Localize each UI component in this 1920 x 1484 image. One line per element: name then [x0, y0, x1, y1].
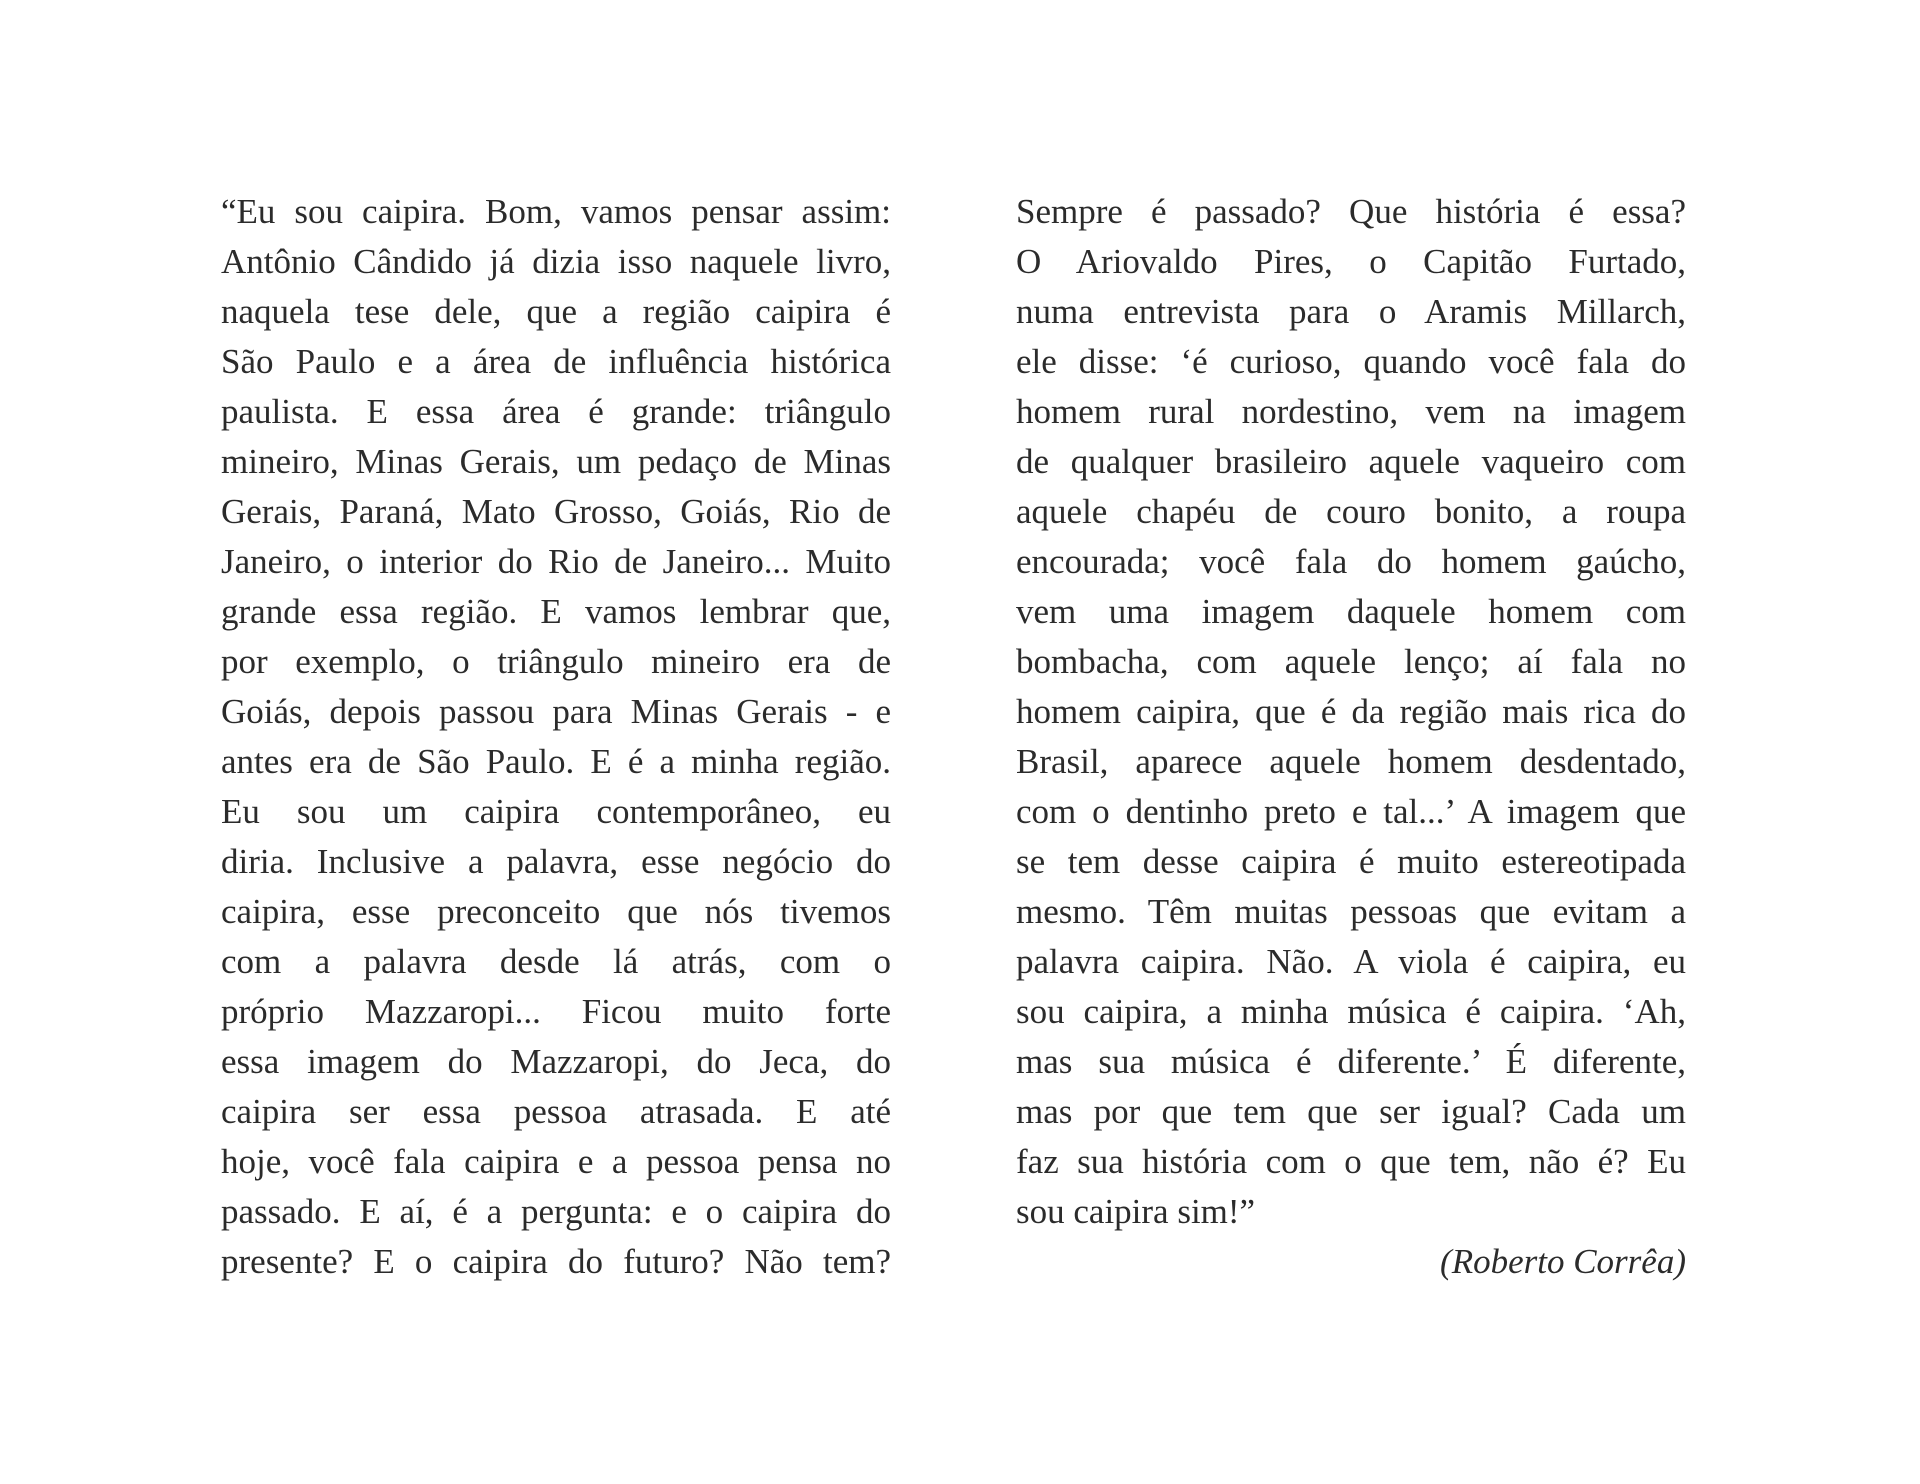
- text-line: sou caipira sim!”: [1016, 1192, 1256, 1231]
- text-line: “Eu sou caipira. Bom, vamos pensar assim:: [221, 192, 891, 231]
- text-line: Sempre é passado? Que história é essa?: [1016, 192, 1686, 231]
- text-line: mas por que tem que ser igual? Cada um: [1016, 1092, 1686, 1131]
- text-line: bombacha, com aquele lenço; aí fala no: [1016, 642, 1686, 681]
- quote-left-column: [221, 187, 891, 1287]
- text-line: homem rural nordestino, vem na imagem: [1016, 392, 1686, 431]
- text-line: sou caipira, a minha música é caipira. ‘Ah,: [1016, 992, 1686, 1031]
- text-line: O Ariovaldo Pires, o Capitão Furtado,: [1016, 242, 1686, 281]
- text-line: se tem desse caipira é muito estereotipada: [1016, 842, 1686, 881]
- text-line: caipira ser essa pessoa atrasada. E até: [221, 1092, 891, 1131]
- text-line: de qualquer brasileiro aquele vaqueiro com: [1016, 442, 1686, 481]
- text-line: diria. Inclusive a palavra, esse negócio do: [221, 842, 891, 881]
- text-line: palavra caipira. Não. A viola é caipira, eu: [1016, 942, 1686, 981]
- text-line: faz sua história com o que tem, não é? Eu: [1016, 1142, 1686, 1181]
- text-line: Goiás, depois passou para Minas Gerais - e: [221, 692, 891, 731]
- text-line: homem caipira, que é da região mais rica do: [1016, 692, 1686, 731]
- text-line: com a palavra desde lá atrás, com o: [221, 942, 891, 981]
- text-line: encourada; você fala do homem gaúcho,: [1016, 542, 1686, 581]
- quote-attribution: (Roberto Corrêa): [1440, 1242, 1686, 1281]
- text-line: mas sua música é diferente.’ É diferente,: [1016, 1042, 1686, 1081]
- text-line: próprio Mazzaropi... Ficou muito forte: [221, 992, 891, 1031]
- text-line: vem uma imagem daquele homem com: [1016, 592, 1686, 631]
- text-line: aquele chapéu de couro bonito, a roupa: [1016, 492, 1686, 531]
- text-line: mesmo. Têm muitas pessoas que evitam a: [1016, 892, 1686, 931]
- text-line: com o dentinho preto e tal...’ A imagem que: [1016, 792, 1686, 831]
- text-line: Janeiro, o interior do Rio de Janeiro... Muito: [221, 542, 891, 581]
- text-line: passado. E aí, é a pergunta: e o caipira do: [221, 1192, 891, 1231]
- text-line: paulista. E essa área é grande: triângulo: [221, 392, 891, 431]
- text-line: ele disse: ‘é curioso, quando você fala do: [1016, 342, 1686, 381]
- text-line: mineiro, Minas Gerais, um pedaço de Minas: [221, 442, 891, 481]
- text-line: São Paulo e a área de influência histórica: [221, 342, 891, 381]
- text-line: antes era de São Paulo. E é a minha região.: [221, 742, 891, 781]
- text-line: Eu sou um caipira contemporâneo, eu: [221, 792, 891, 831]
- text-line: naquela tese dele, que a região caipira é: [221, 292, 891, 331]
- text-line: caipira, esse preconceito que nós tivemos: [221, 892, 891, 931]
- text-line: Brasil, aparece aquele homem desdentado,: [1016, 742, 1686, 781]
- text-line: hoje, você fala caipira e a pessoa pensa no: [221, 1142, 891, 1181]
- quote-right-column: [1016, 187, 1686, 1287]
- text-line: por exemplo, o triângulo mineiro era de: [221, 642, 891, 681]
- text-line: Antônio Cândido já dizia isso naquele livro,: [221, 242, 891, 281]
- text-line: grande essa região. E vamos lembrar que,: [221, 592, 891, 631]
- text-line: essa imagem do Mazzaropi, do Jeca, do: [221, 1042, 891, 1081]
- text-line: numa entrevista para o Aramis Millarch,: [1016, 292, 1686, 331]
- text-line: Gerais, Paraná, Mato Grosso, Goiás, Rio de: [221, 492, 891, 531]
- text-line: presente? E o caipira do futuro? Não tem?: [221, 1242, 891, 1281]
